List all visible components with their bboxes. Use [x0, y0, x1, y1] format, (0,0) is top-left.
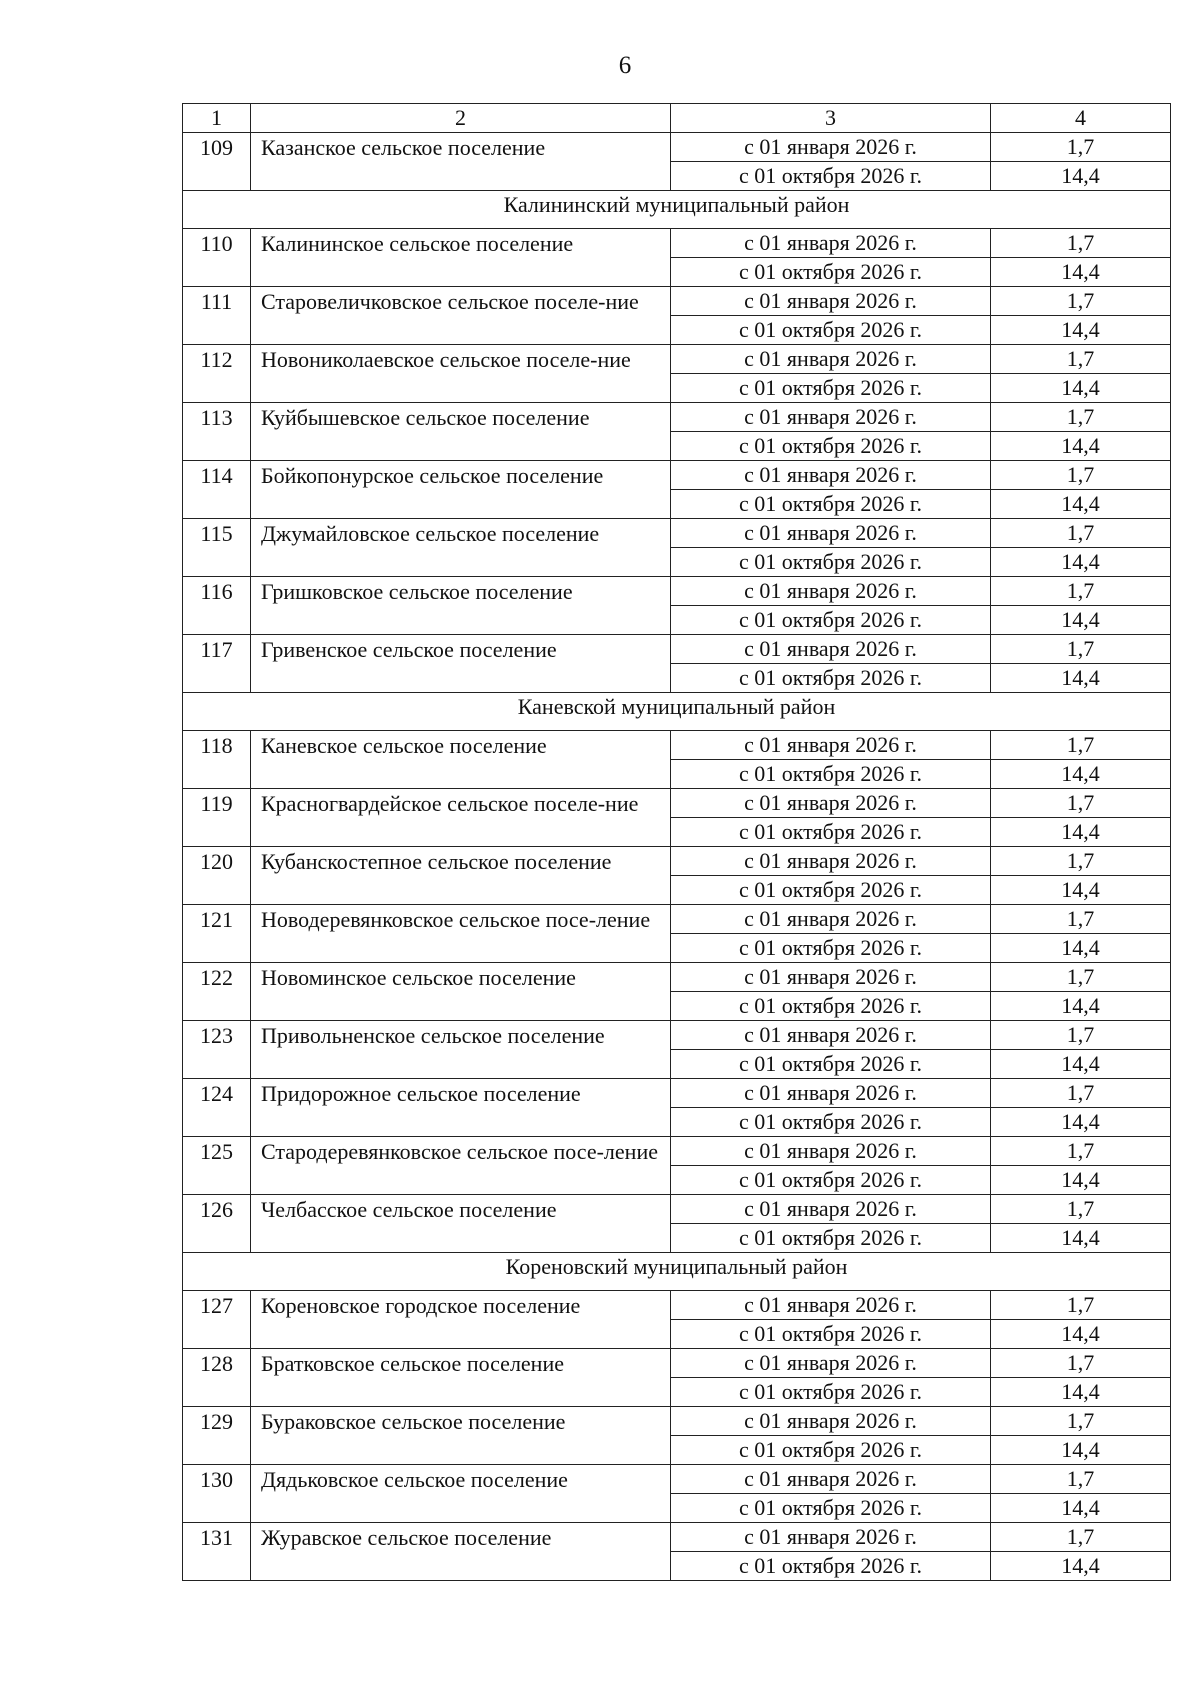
- district-title: Кореновский муниципальный район: [183, 1253, 1171, 1291]
- row-number: 131: [183, 1523, 251, 1581]
- table-row: [183, 1523, 1171, 1552]
- table-row: [183, 731, 1171, 760]
- value-october: 14,4: [991, 818, 1171, 847]
- value-october: 14,4: [991, 1166, 1171, 1195]
- table-row: [183, 963, 1171, 992]
- date-october: с 01 октября 2026 г.: [671, 1436, 991, 1465]
- settlement-name: Куйбышевское сельское поселение: [251, 403, 671, 461]
- date-january: с 01 января 2026 г.: [671, 519, 991, 548]
- date-october: с 01 октября 2026 г.: [671, 876, 991, 905]
- header-col-1: 1: [183, 104, 251, 133]
- settlement-name: Кореновское городское поселение: [251, 1291, 671, 1349]
- date-october: с 01 октября 2026 г.: [671, 1224, 991, 1253]
- date-january: с 01 января 2026 г.: [671, 1079, 991, 1108]
- row-number: 113: [183, 403, 251, 461]
- date-october: с 01 октября 2026 г.: [671, 1050, 991, 1079]
- rates-table: [182, 103, 1171, 1581]
- row-number: 118: [183, 731, 251, 789]
- date-october: с 01 октября 2026 г.: [671, 1378, 991, 1407]
- value-january: 1,7: [991, 577, 1171, 606]
- settlement-name: Гришковское сельское поселение: [251, 577, 671, 635]
- table-row: [183, 287, 1171, 316]
- value-january: 1,7: [991, 1349, 1171, 1378]
- value-january: 1,7: [991, 1079, 1171, 1108]
- value-october: 14,4: [991, 162, 1171, 191]
- date-january: с 01 января 2026 г.: [671, 1349, 991, 1378]
- row-number: 123: [183, 1021, 251, 1079]
- value-october: 14,4: [991, 490, 1171, 519]
- value-january: 1,7: [991, 635, 1171, 664]
- settlement-name: Новодеревянковское сельское посе-ление: [251, 905, 671, 963]
- settlement-name: Стародеревянковское сельское посе-ление: [251, 1137, 671, 1195]
- district-row: [183, 191, 1171, 229]
- table-row: [183, 519, 1171, 548]
- value-october: 14,4: [991, 876, 1171, 905]
- date-october: с 01 октября 2026 г.: [671, 548, 991, 577]
- date-october: с 01 октября 2026 г.: [671, 490, 991, 519]
- value-january: 1,7: [991, 847, 1171, 876]
- value-october: 14,4: [991, 548, 1171, 577]
- value-october: 14,4: [991, 1320, 1171, 1349]
- settlement-name: Казанское сельское поселение: [251, 133, 671, 191]
- date-january: с 01 января 2026 г.: [671, 1291, 991, 1320]
- settlement-name: Старовеличковское сельское поселе-ние: [251, 287, 671, 345]
- table-row: [183, 905, 1171, 934]
- settlement-name: Красногвардейское сельское поселе-ние: [251, 789, 671, 847]
- date-october: с 01 октября 2026 г.: [671, 1552, 991, 1581]
- table-row: [183, 577, 1171, 606]
- settlement-name: Братковское сельское поселение: [251, 1349, 671, 1407]
- value-october: 14,4: [991, 374, 1171, 403]
- table-row: [183, 403, 1171, 432]
- row-number: 114: [183, 461, 251, 519]
- value-january: 1,7: [991, 1465, 1171, 1494]
- table-row: [183, 1021, 1171, 1050]
- settlement-name: Кубанскостепное сельское поселение: [251, 847, 671, 905]
- table-row: [183, 1195, 1171, 1224]
- row-number: 116: [183, 577, 251, 635]
- row-number: 111: [183, 287, 251, 345]
- date-january: с 01 января 2026 г.: [671, 847, 991, 876]
- settlement-name: Придорожное сельское поселение: [251, 1079, 671, 1137]
- settlement-name: Джумайловское сельское поселение: [251, 519, 671, 577]
- date-october: с 01 октября 2026 г.: [671, 606, 991, 635]
- date-october: с 01 октября 2026 г.: [671, 760, 991, 789]
- date-january: с 01 января 2026 г.: [671, 1407, 991, 1436]
- date-january: с 01 января 2026 г.: [671, 1021, 991, 1050]
- table-header-row: [183, 104, 1171, 133]
- table-row: [183, 345, 1171, 374]
- row-number: 121: [183, 905, 251, 963]
- settlement-name: Челбасское сельское поселение: [251, 1195, 671, 1253]
- date-january: с 01 января 2026 г.: [671, 789, 991, 818]
- header-col-3: 3: [671, 104, 991, 133]
- value-october: 14,4: [991, 316, 1171, 345]
- value-january: 1,7: [991, 345, 1171, 374]
- value-january: 1,7: [991, 905, 1171, 934]
- row-number: 126: [183, 1195, 251, 1253]
- date-january: с 01 января 2026 г.: [671, 635, 991, 664]
- value-october: 14,4: [991, 1224, 1171, 1253]
- value-october: 14,4: [991, 934, 1171, 963]
- date-january: с 01 января 2026 г.: [671, 461, 991, 490]
- header-col-4: 4: [991, 104, 1171, 133]
- header-col-2: 2: [251, 104, 671, 133]
- date-january: с 01 января 2026 г.: [671, 229, 991, 258]
- settlement-name: Гривенское сельское поселение: [251, 635, 671, 693]
- value-january: 1,7: [991, 1137, 1171, 1166]
- date-october: с 01 октября 2026 г.: [671, 374, 991, 403]
- date-january: с 01 января 2026 г.: [671, 1523, 991, 1552]
- district-row: [183, 1253, 1171, 1291]
- row-number: 129: [183, 1407, 251, 1465]
- table-row: [183, 1349, 1171, 1378]
- date-october: с 01 октября 2026 г.: [671, 316, 991, 345]
- row-number: 110: [183, 229, 251, 287]
- table-row: [183, 461, 1171, 490]
- row-number: 112: [183, 345, 251, 403]
- value-january: 1,7: [991, 963, 1171, 992]
- date-october: с 01 октября 2026 г.: [671, 1494, 991, 1523]
- value-october: 14,4: [991, 760, 1171, 789]
- row-number: 124: [183, 1079, 251, 1137]
- date-january: с 01 января 2026 г.: [671, 287, 991, 316]
- date-january: с 01 января 2026 г.: [671, 731, 991, 760]
- value-january: 1,7: [991, 461, 1171, 490]
- value-january: 1,7: [991, 403, 1171, 432]
- value-january: 1,7: [991, 1291, 1171, 1320]
- table-row: [183, 1465, 1171, 1494]
- value-october: 14,4: [991, 1436, 1171, 1465]
- date-october: с 01 октября 2026 г.: [671, 992, 991, 1021]
- row-number: 128: [183, 1349, 251, 1407]
- page-number: 6: [618, 52, 632, 79]
- value-october: 14,4: [991, 258, 1171, 287]
- value-january: 1,7: [991, 1195, 1171, 1224]
- settlement-name: Привольненское сельское поселение: [251, 1021, 671, 1079]
- settlement-name: Журавское сельское поселение: [251, 1523, 671, 1581]
- row-number: 119: [183, 789, 251, 847]
- value-january: 1,7: [991, 133, 1171, 162]
- row-number: 125: [183, 1137, 251, 1195]
- value-january: 1,7: [991, 519, 1171, 548]
- date-october: с 01 октября 2026 г.: [671, 258, 991, 287]
- value-october: 14,4: [991, 1378, 1171, 1407]
- row-number: 117: [183, 635, 251, 693]
- value-october: 14,4: [991, 1108, 1171, 1137]
- row-number: 122: [183, 963, 251, 1021]
- value-october: 14,4: [991, 992, 1171, 1021]
- table-row: [183, 847, 1171, 876]
- table-row: [183, 789, 1171, 818]
- settlement-name: Новониколаевское сельское поселе-ние: [251, 345, 671, 403]
- table-row: [183, 229, 1171, 258]
- date-january: с 01 января 2026 г.: [671, 133, 991, 162]
- date-october: с 01 октября 2026 г.: [671, 162, 991, 191]
- settlement-name: Бураковское сельское поселение: [251, 1407, 671, 1465]
- value-january: 1,7: [991, 1021, 1171, 1050]
- settlement-name: Каневское сельское поселение: [251, 731, 671, 789]
- row-number: 115: [183, 519, 251, 577]
- table-row: [183, 1079, 1171, 1108]
- settlement-name: Калининское сельское поселение: [251, 229, 671, 287]
- table-row: [183, 1291, 1171, 1320]
- date-october: с 01 октября 2026 г.: [671, 1166, 991, 1195]
- value-october: 14,4: [991, 664, 1171, 693]
- value-january: 1,7: [991, 731, 1171, 760]
- value-january: 1,7: [991, 1407, 1171, 1436]
- table-row: [183, 1407, 1171, 1436]
- table-row: [183, 1137, 1171, 1166]
- row-number: 130: [183, 1465, 251, 1523]
- settlement-name: Новоминское сельское поселение: [251, 963, 671, 1021]
- value-january: 1,7: [991, 1523, 1171, 1552]
- row-number: 127: [183, 1291, 251, 1349]
- value-january: 1,7: [991, 789, 1171, 818]
- date-october: с 01 октября 2026 г.: [671, 432, 991, 461]
- district-title: Калининский муниципальный район: [183, 191, 1171, 229]
- value-october: 14,4: [991, 1552, 1171, 1581]
- value-october: 14,4: [991, 1050, 1171, 1079]
- value-october: 14,4: [991, 432, 1171, 461]
- value-january: 1,7: [991, 287, 1171, 316]
- value-october: 14,4: [991, 1494, 1171, 1523]
- row-number: 120: [183, 847, 251, 905]
- date-january: с 01 января 2026 г.: [671, 1195, 991, 1224]
- value-january: 1,7: [991, 229, 1171, 258]
- date-january: с 01 января 2026 г.: [671, 403, 991, 432]
- row-number: 109: [183, 133, 251, 191]
- table-row: [183, 635, 1171, 664]
- date-october: с 01 октября 2026 г.: [671, 1108, 991, 1137]
- date-october: с 01 октября 2026 г.: [671, 934, 991, 963]
- date-january: с 01 января 2026 г.: [671, 905, 991, 934]
- date-january: с 01 января 2026 г.: [671, 1465, 991, 1494]
- date-october: с 01 октября 2026 г.: [671, 664, 991, 693]
- settlement-name: Бойкопонурское сельское поселение: [251, 461, 671, 519]
- date-january: с 01 января 2026 г.: [671, 345, 991, 374]
- table-row: [183, 133, 1171, 162]
- district-title: Каневской муниципальный район: [183, 693, 1171, 731]
- date-january: с 01 января 2026 г.: [671, 577, 991, 606]
- date-october: с 01 октября 2026 г.: [671, 818, 991, 847]
- date-january: с 01 января 2026 г.: [671, 1137, 991, 1166]
- date-october: с 01 октября 2026 г.: [671, 1320, 991, 1349]
- settlement-name: Дядьковское сельское поселение: [251, 1465, 671, 1523]
- value-october: 14,4: [991, 606, 1171, 635]
- date-january: с 01 января 2026 г.: [671, 963, 991, 992]
- district-row: [183, 693, 1171, 731]
